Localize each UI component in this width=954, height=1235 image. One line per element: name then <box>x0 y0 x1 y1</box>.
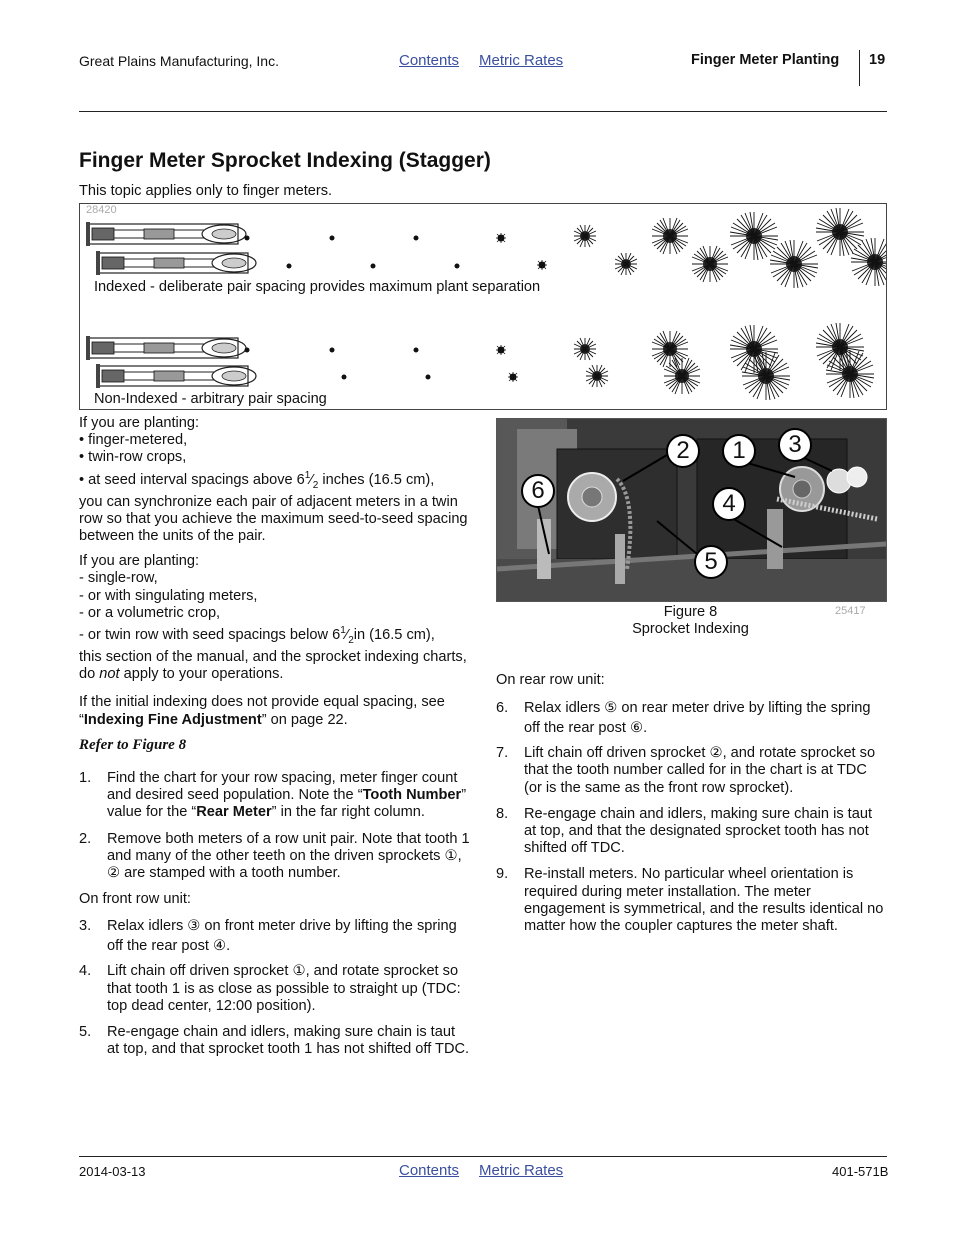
footer-metric-rates-link[interactable]: Metric Rates <box>479 1162 564 1179</box>
sprocket-indexing-photo <box>496 418 887 602</box>
header-contents-link[interactable]: Contents <box>399 52 460 69</box>
footer-date: 2014-03-13 <box>79 1164 146 1179</box>
figure-id: 28420 <box>86 204 117 216</box>
left-column <box>79 415 471 1058</box>
header-section-title: Finger Meter Planting <box>691 52 840 68</box>
footer-doc-number: 401-571B <box>832 1164 889 1179</box>
page-title: Finger Meter Sprocket Indexing (Stagger) <box>79 149 491 172</box>
seed-spacing-drawing <box>80 204 886 409</box>
rear-row-label: On rear row unit: <box>496 672 605 688</box>
footer-rule <box>79 1156 887 1157</box>
step-4: 4. Lift chain off driven sprocket ①, and rotate sprocket so that tooth 1 is as close as possible to straight up (TDC: top dead center, 12:00 position). <box>79 963 461 1014</box>
indexed-caption: Indexed - deliberate pair spacing provides maximum plant separation <box>94 279 541 295</box>
header-rule <box>79 111 887 112</box>
callout-6: 6 <box>521 474 555 508</box>
callout-5: 5 <box>694 545 728 579</box>
step-3: 3. Relax idlers ③ on front meter drive by lifting the spring off the rear post ④. <box>79 918 457 955</box>
right-column <box>496 672 885 935</box>
callout-3: 3 <box>778 428 812 462</box>
steps-list-front <box>79 916 471 1058</box>
steps-list-left <box>79 770 471 882</box>
step-9: 9. Re-install meters. No particular wheel orientation is required during meter installation. The meter engagement is symmetrical, and the results identical no matter how the coupler captures the meter shaft. <box>496 866 884 935</box>
nonindexed-caption: Non-Indexed - arbitrary pair spacing <box>94 391 327 407</box>
seed-spacing-figure <box>79 203 887 410</box>
step-6: 6. Relax idlers ⑤ on rear meter drive by lifting the spring off the rear post ⑥. <box>496 700 871 737</box>
header-company: Great Plains Manufacturing, Inc. <box>79 53 279 69</box>
planting-conditions-para: If you are planting: • finger-metered, • twin-row crops, • at seed interval spacings above $6^1⁄_2$ inches (16.5 cm), you can synchronize each pair of adjacent meters in a twin row so that you achieve the maximum seed-to-seed spacing between the units of the pair. <box>79 415 468 544</box>
exclusions-para: If you are planting: - single-row, - or with singulating meters, - or a volumetric crop, - or twin row with seed spacings below $6^1⁄_2in$ (16.5 cm), this section of the manual, and the sprocket indexing charts, do not apply to your operations. <box>79 553 467 683</box>
step-7: 7. Lift chain off driven sprocket ②, and rotate sprocket so that the tooth number called for in the chart is at TDC (or is the same as the front row sprocket). <box>496 745 876 796</box>
page-number: 19 <box>869 52 886 68</box>
intro-text: This topic applies only to finger meters. <box>79 183 333 199</box>
refer-to-figure: Refer to Figure 8 <box>79 736 187 753</box>
figure8-caption: Figure 8 Sprocket Indexing <box>632 604 749 638</box>
step-1: 1. Find the chart for your row spacing, meter finger count and desired seed population. Note the “Tooth Number” value for the “Rear Meter” in the far right column. <box>79 769 467 821</box>
header-divider <box>859 50 860 86</box>
callout-4: 4 <box>712 487 746 521</box>
header-metric-rates-link[interactable]: Metric Rates <box>479 52 564 69</box>
figure8-id: 25417 <box>835 605 866 617</box>
front-row-label: On front row unit: <box>79 891 191 908</box>
callout-1: 1 <box>722 434 756 468</box>
fine-adjustment-para: If the initial indexing does not provide equal spacing, see “Indexing Fine Adjustment” on page 22. <box>79 694 445 728</box>
step-5: 5. Re-engage chain and idlers, making sure chain is taut at top, and that sprocket tooth 1 has not shifted off TDC. <box>79 1024 470 1058</box>
step-2: 2. Remove both meters of a row unit pair. Note that tooth 1 and many of the other teeth on the driven sprockets ①, ② are stamped with a tooth number. <box>79 830 470 881</box>
callout-2: 2 <box>666 434 700 468</box>
step-8: 8. Re-engage chain and idlers, making sure chain is taut at top, and that the designated sprocket tooth has not shifted off TDC. <box>496 805 873 857</box>
steps-list-rear <box>496 698 885 935</box>
footer-contents-link[interactable]: Contents <box>399 1162 460 1179</box>
